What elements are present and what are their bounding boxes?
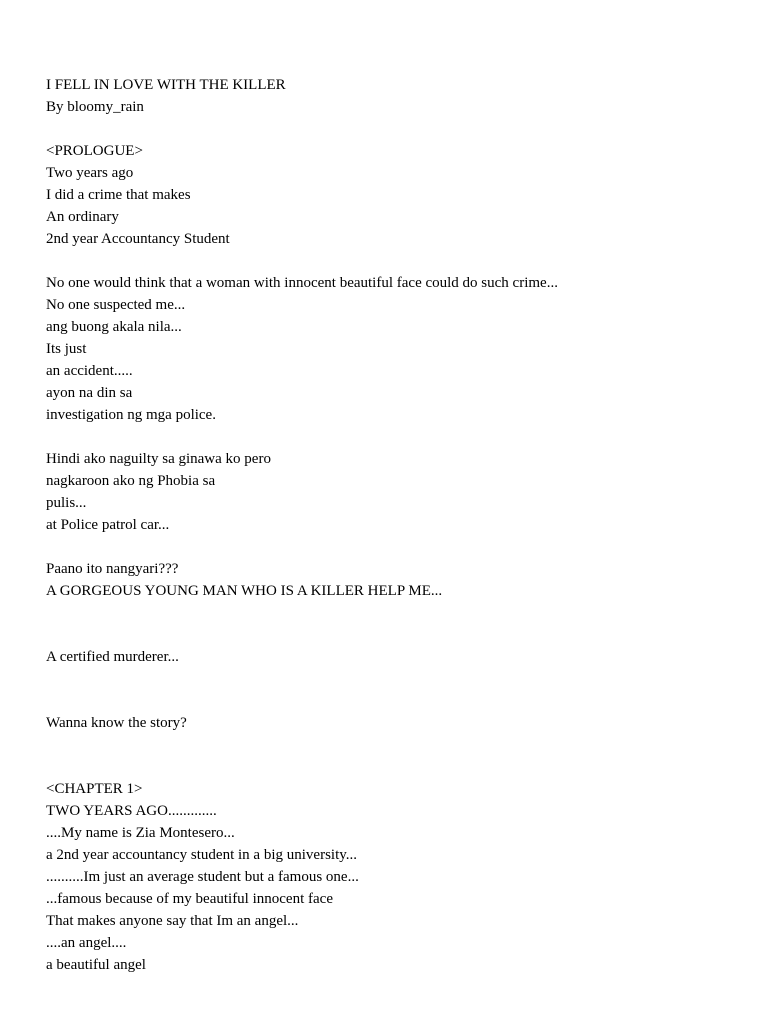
text-line: ang buong akala nila... [46, 319, 182, 335]
text-line: That makes anyone say that Im an angel... [46, 913, 299, 929]
prologue-heading: <PROLOGUE> [46, 143, 143, 159]
text-line: No one suspected me... [46, 297, 186, 313]
text-line: No one would think that a woman with innocent beautiful face could do such crime... [46, 275, 558, 291]
document-page [46, 74, 746, 976]
text-line: ...famous because of my beautiful innocent face [46, 891, 333, 907]
text-line: A certified murderer... [46, 649, 179, 665]
text-line: ..........Im just an average student but a famous one... [46, 869, 359, 885]
text-line: I did a crime that makes [46, 187, 191, 203]
text-line: a 2nd year accountancy student in a big university... [46, 847, 358, 863]
text-line: ....My name is Zia Montesero... [46, 825, 235, 841]
document-title: I FELL IN LOVE WITH THE KILLER [46, 77, 286, 93]
text-line: nagkaroon ako ng Phobia sa [46, 473, 216, 489]
text-line: ....an angel.... [46, 935, 127, 951]
text-line: Its just [46, 341, 87, 357]
text-line: Paano ito nangyari??? [46, 561, 179, 577]
text-line: at Police patrol car... [46, 517, 170, 533]
text-line: A GORGEOUS YOUNG MAN WHO IS A KILLER HELP ME... [46, 583, 443, 599]
text-line: Wanna know the story? [46, 715, 187, 731]
text-line: ayon na din sa [46, 385, 133, 401]
text-line: a beautiful angel [46, 957, 146, 973]
text-line: TWO YEARS AGO............. [46, 803, 217, 819]
text-line: investigation ng mga police. [46, 407, 216, 423]
text-line: Two years ago [46, 165, 134, 181]
text-line: An ordinary [46, 209, 119, 225]
text-line: pulis... [46, 495, 87, 511]
document-author: By bloomy_rain [46, 99, 144, 115]
text-line: 2nd year Accountancy Student [46, 231, 230, 247]
chapter-heading: <CHAPTER 1> [46, 781, 143, 797]
text-line: Hindi ako naguilty sa ginawa ko pero [46, 451, 271, 467]
text-line: an accident..... [46, 363, 133, 379]
